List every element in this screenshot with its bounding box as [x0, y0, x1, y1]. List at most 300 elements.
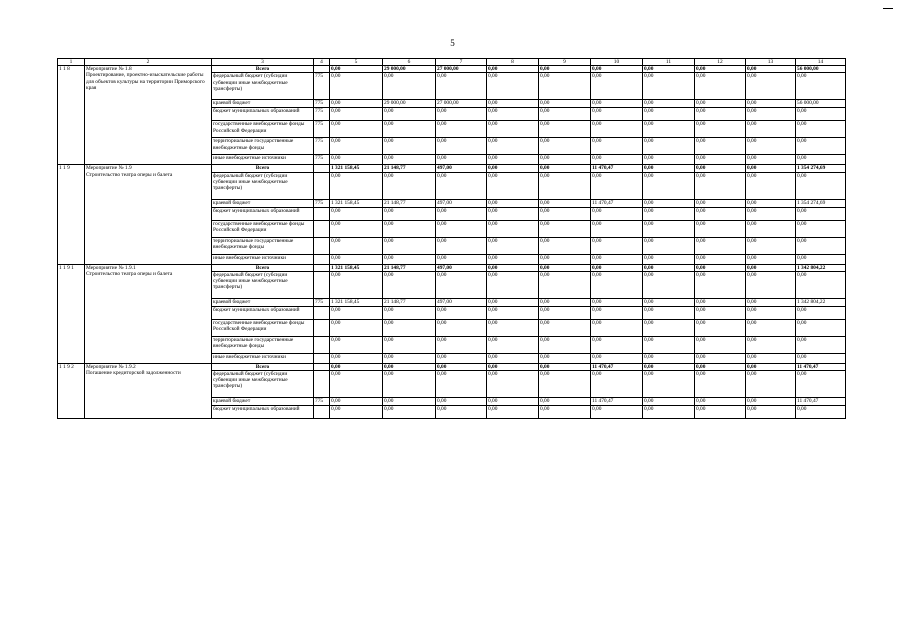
column-number: 2 [85, 59, 212, 66]
amount-cell: 0,00 [746, 406, 796, 419]
amount-cell: 0,00 [643, 165, 695, 172]
amount-cell: 0,00 [746, 73, 796, 100]
amount-cell: 0,00 [330, 100, 383, 108]
amount-cell: 0,00 [695, 100, 746, 108]
amount-cell: 0,00 [695, 165, 746, 172]
funding-source: федеральный бюджет (субсидии субвенции иные межбюджетные трансферты) [212, 73, 314, 100]
amount-cell: 0,00 [383, 271, 436, 298]
amount-cell: 0,00 [539, 406, 591, 419]
amount-cell: 11 470,47 [591, 165, 643, 172]
funding-source: Всего [212, 165, 314, 172]
amount-cell: 0,00 [436, 363, 487, 370]
amount-cell: 0,00 [330, 155, 383, 165]
measure-description: Погашение кредиторской задолженности [86, 370, 181, 377]
measure-title: Мероприятие № 1.9 [86, 165, 132, 172]
table-row [58, 165, 846, 172]
amount-cell: 0,00 [436, 271, 487, 298]
funding-source: иные внебюджетные источники [212, 353, 314, 363]
measure-cell [85, 264, 212, 363]
measure-title: Мероприятие № 1.8 [86, 66, 132, 73]
amount-cell: 0,00 [796, 319, 846, 336]
amount-cell: 0,00 [539, 298, 591, 306]
amount-cell: 0,00 [746, 237, 796, 254]
amount-cell: 0,00 [330, 138, 383, 155]
column-number: 14 [796, 59, 846, 66]
amount-cell: 0,00 [330, 406, 383, 419]
amount-cell: 0,00 [330, 306, 383, 319]
amount-cell: 0,00 [330, 271, 383, 298]
budget-code: 775 [314, 121, 330, 138]
amount-cell: 0,00 [383, 108, 436, 121]
amount-cell: 0,00 [643, 108, 695, 121]
budget-code: 775 [314, 73, 330, 100]
amount-cell: 0,00 [591, 406, 643, 419]
table-row [58, 363, 846, 370]
measure-cell [85, 165, 212, 264]
amount-cell: 0,00 [591, 66, 643, 73]
amount-cell: 0,00 [643, 207, 695, 220]
amount-cell: 29 000,00 [383, 66, 436, 73]
amount-cell: 0,00 [746, 155, 796, 165]
amount-cell: 0,00 [591, 306, 643, 319]
amount-cell: 21 148,77 [383, 165, 436, 172]
amount-cell: 0,00 [436, 398, 487, 406]
measure-cell [85, 66, 212, 165]
budget-code [314, 406, 330, 419]
amount-cell: 11 470,47 [796, 363, 846, 370]
amount-cell: 0,00 [695, 108, 746, 121]
amount-cell: 0,00 [539, 220, 591, 237]
amount-cell: 0,00 [643, 100, 695, 108]
amount-cell: 0,00 [746, 298, 796, 306]
funding-source: краевой бюджет [212, 298, 314, 306]
amount-cell: 0,00 [436, 207, 487, 220]
amount-cell: 0,00 [539, 319, 591, 336]
amount-cell: 0,00 [591, 237, 643, 254]
amount-cell: 0,00 [330, 371, 383, 398]
amount-cell: 0,00 [539, 121, 591, 138]
amount-cell: 0,00 [591, 207, 643, 220]
amount-cell: 0,00 [487, 66, 539, 73]
amount-cell: 0,00 [487, 138, 539, 155]
amount-cell: 0,00 [487, 100, 539, 108]
amount-cell: 0,00 [796, 155, 846, 165]
measure-number: 1 1 9 2 [58, 363, 85, 418]
amount-cell: 0,00 [695, 353, 746, 363]
column-number: 9 [539, 59, 591, 66]
amount-cell: 0,00 [695, 254, 746, 264]
amount-cell: 0,00 [487, 306, 539, 319]
amount-cell: 0,00 [746, 207, 796, 220]
funding-source: бюджет муниципальных образований [212, 108, 314, 121]
amount-cell: 0,00 [746, 398, 796, 406]
amount-cell: 0,00 [383, 406, 436, 419]
measure-title: Мероприятие № 1.9.1 [86, 264, 136, 271]
amount-cell: 0,00 [330, 353, 383, 363]
amount-cell: 0,00 [330, 220, 383, 237]
amount-cell: 0,00 [591, 353, 643, 363]
amount-cell: 0,00 [643, 66, 695, 73]
amount-cell: 0,00 [539, 108, 591, 121]
budget-code [314, 363, 330, 370]
amount-cell: 0,00 [746, 138, 796, 155]
amount-cell: 0,00 [539, 306, 591, 319]
amount-cell: 0,00 [695, 363, 746, 370]
amount-cell: 0,00 [383, 363, 436, 370]
amount-cell: 0,00 [539, 254, 591, 264]
amount-cell: 0,00 [796, 73, 846, 100]
amount-cell: 56 000,00 [796, 66, 846, 73]
amount-cell: 0,00 [695, 155, 746, 165]
amount-cell: 56 000,00 [796, 100, 846, 108]
funding-source: бюджет муниципальных образований [212, 306, 314, 319]
amount-cell: 0,00 [796, 207, 846, 220]
amount-cell: 0,00 [746, 165, 796, 172]
amount-cell: 0,00 [695, 406, 746, 419]
amount-cell: 0,00 [487, 121, 539, 138]
budget-code [314, 172, 330, 199]
amount-cell: 0,00 [487, 155, 539, 165]
amount-cell: 0,00 [436, 220, 487, 237]
amount-cell: 0,00 [436, 121, 487, 138]
amount-cell: 11 470,47 [591, 363, 643, 370]
amount-cell: 0,00 [796, 336, 846, 353]
amount-cell: 0,00 [487, 207, 539, 220]
amount-cell: 0,00 [695, 207, 746, 220]
amount-cell: 0,00 [591, 155, 643, 165]
amount-cell: 0,00 [643, 155, 695, 165]
amount-cell: 0,00 [643, 121, 695, 138]
budget-code [314, 220, 330, 237]
amount-cell: 0,00 [487, 353, 539, 363]
amount-cell: 0,00 [487, 363, 539, 370]
amount-cell: 0,00 [383, 319, 436, 336]
amount-cell: 0,00 [539, 66, 591, 73]
amount-cell: 0,00 [695, 121, 746, 138]
amount-cell: 0,00 [436, 336, 487, 353]
amount-cell: 0,00 [591, 138, 643, 155]
amount-cell: 0,00 [746, 254, 796, 264]
amount-cell: 1 321 158,45 [330, 298, 383, 306]
amount-cell: 0,00 [487, 108, 539, 121]
funding-source: иные внебюджетные источники [212, 155, 314, 165]
column-number: 1 [58, 59, 85, 66]
amount-cell: 0,00 [746, 271, 796, 298]
measure-description: Строительство театра оперы и балета [86, 171, 173, 178]
amount-cell: 0,00 [383, 220, 436, 237]
funding-source: федеральный бюджет (субсидии субвенции иные межбюджетные трансферты) [212, 271, 314, 298]
amount-cell: 0,00 [330, 237, 383, 254]
amount-cell: 0,00 [796, 108, 846, 121]
measure-number: 1 1 8 [58, 66, 85, 165]
amount-cell: 0,00 [746, 353, 796, 363]
amount-cell: 0,00 [746, 264, 796, 271]
amount-cell: 0,00 [746, 199, 796, 207]
budget-code [314, 254, 330, 264]
amount-cell: 0,00 [330, 108, 383, 121]
measure-number: 1 1 9 1 [58, 264, 85, 363]
funding-source: федеральный бюджет (субсидии субвенции иные межбюджетные трансферты) [212, 371, 314, 398]
amount-cell: 0,00 [695, 220, 746, 237]
amount-cell: 0,00 [487, 199, 539, 207]
funding-source: Всего [212, 363, 314, 370]
amount-cell: 0,00 [591, 220, 643, 237]
amount-cell: 0,00 [643, 254, 695, 264]
column-number: 5 [330, 59, 383, 66]
amount-cell: 0,00 [330, 336, 383, 353]
amount-cell: 0,00 [487, 319, 539, 336]
amount-cell: 0,00 [643, 363, 695, 370]
amount-cell: 0,00 [330, 398, 383, 406]
amount-cell: 0,00 [796, 121, 846, 138]
amount-cell: 0,00 [330, 319, 383, 336]
amount-cell: 0,00 [539, 336, 591, 353]
budget-code [314, 336, 330, 353]
amount-cell: 0,00 [436, 371, 487, 398]
amount-cell: 0,00 [796, 237, 846, 254]
budget-code: 775 [314, 398, 330, 406]
funding-source: территориальные государственные внебюджетные фонды [212, 138, 314, 155]
amount-cell: 0,00 [643, 73, 695, 100]
amount-cell: 0,00 [796, 220, 846, 237]
amount-cell: 0,00 [695, 199, 746, 207]
amount-cell: 0,00 [436, 319, 487, 336]
column-number: 8 [487, 59, 539, 66]
amount-cell: 0,00 [746, 220, 796, 237]
table-row [58, 66, 846, 73]
amount-cell: 11 470,47 [591, 398, 643, 406]
budget-table [57, 58, 846, 419]
amount-cell: 497,00 [436, 199, 487, 207]
amount-cell: 0,00 [591, 100, 643, 108]
funding-source: бюджет муниципальных образований [212, 406, 314, 419]
amount-cell: 0,00 [383, 172, 436, 199]
amount-cell: 0,00 [643, 138, 695, 155]
amount-cell: 0,00 [330, 66, 383, 73]
amount-cell: 0,00 [539, 237, 591, 254]
amount-cell: 1 342 804,22 [796, 298, 846, 306]
amount-cell: 0,00 [436, 155, 487, 165]
amount-cell: 0,00 [591, 254, 643, 264]
amount-cell: 21 148,77 [383, 199, 436, 207]
amount-cell: 0,00 [746, 319, 796, 336]
amount-cell: 0,00 [796, 353, 846, 363]
amount-cell: 0,00 [746, 100, 796, 108]
amount-cell: 0,00 [436, 353, 487, 363]
amount-cell: 0,00 [643, 172, 695, 199]
column-number: 4 [314, 59, 330, 66]
amount-cell: 11 470,47 [796, 398, 846, 406]
amount-cell: 0,00 [383, 121, 436, 138]
funding-source: иные внебюджетные источники [212, 254, 314, 264]
budget-code: 775 [314, 199, 330, 207]
amount-cell: 21 148,77 [383, 264, 436, 271]
amount-cell: 0,00 [695, 73, 746, 100]
budget-code [314, 371, 330, 398]
amount-cell: 0,00 [591, 298, 643, 306]
budget-code: 775 [314, 155, 330, 165]
funding-source: территориальные государственные внебюджетные фонды [212, 336, 314, 353]
column-number: 10 [591, 59, 643, 66]
amount-cell: 0,00 [487, 264, 539, 271]
amount-cell: 0,00 [487, 298, 539, 306]
amount-cell: 0,00 [330, 254, 383, 264]
amount-cell: 0,00 [591, 264, 643, 271]
funding-source: Всего [212, 264, 314, 271]
amount-cell: 0,00 [695, 298, 746, 306]
amount-cell: 0,00 [591, 73, 643, 100]
amount-cell: 0,00 [643, 220, 695, 237]
amount-cell: 0,00 [383, 371, 436, 398]
column-number: 6 [383, 59, 436, 66]
amount-cell: 0,00 [539, 264, 591, 271]
amount-cell: 0,00 [643, 306, 695, 319]
amount-cell: 0,00 [539, 138, 591, 155]
budget-code [314, 353, 330, 363]
amount-cell: 0,00 [643, 398, 695, 406]
amount-cell: 1 321 158,45 [330, 264, 383, 271]
amount-cell: 0,00 [487, 172, 539, 199]
amount-cell: 0,00 [383, 306, 436, 319]
amount-cell: 0,00 [591, 271, 643, 298]
amount-cell: 0,00 [643, 406, 695, 419]
funding-source: государственные внебюджетные фонды Российской Федерации [212, 121, 314, 138]
amount-cell: 0,00 [539, 73, 591, 100]
amount-cell: 0,00 [643, 298, 695, 306]
amount-cell: 0,00 [591, 336, 643, 353]
measure-description: Строительство театра оперы и балета [86, 270, 173, 277]
amount-cell: 0,00 [539, 371, 591, 398]
amount-cell: 0,00 [487, 220, 539, 237]
amount-cell: 0,00 [796, 306, 846, 319]
amount-cell: 0,00 [796, 138, 846, 155]
amount-cell: 0,00 [383, 353, 436, 363]
amount-cell: 0,00 [436, 108, 487, 121]
amount-cell: 0,00 [487, 165, 539, 172]
budget-code [314, 66, 330, 73]
amount-cell: 0,00 [539, 165, 591, 172]
amount-cell: 0,00 [695, 66, 746, 73]
amount-cell: 11 470,47 [591, 199, 643, 207]
amount-cell: 0,00 [643, 237, 695, 254]
budget-code [314, 264, 330, 271]
amount-cell: 0,00 [487, 371, 539, 398]
amount-cell: 0,00 [330, 172, 383, 199]
amount-cell: 0,00 [695, 172, 746, 199]
amount-cell: 27 000,00 [436, 66, 487, 73]
amount-cell: 0,00 [330, 73, 383, 100]
funding-source: федеральный бюджет (субсидии субвенции иные межбюджетные трансферты) [212, 172, 314, 199]
amount-cell: 0,00 [643, 264, 695, 271]
column-number: 12 [695, 59, 746, 66]
measure-description: Проектирование, проектно-изыскательские работы для объектов культуры на территории Приморского края [86, 72, 205, 91]
table-row [58, 264, 846, 271]
amount-cell: 0,00 [591, 108, 643, 121]
budget-code: 775 [314, 100, 330, 108]
amount-cell: 0,00 [746, 306, 796, 319]
amount-cell: 29 000,00 [383, 100, 436, 108]
column-number: 3 [212, 59, 314, 66]
budget-code [314, 237, 330, 254]
budget-code: 775 [314, 108, 330, 121]
amount-cell: 0,00 [487, 271, 539, 298]
amount-cell: 1 354 274,69 [796, 165, 846, 172]
funding-source: бюджет муниципальных образований [212, 207, 314, 220]
amount-cell: 0,00 [487, 254, 539, 264]
budget-code [314, 165, 330, 172]
amount-cell: 0,00 [539, 363, 591, 370]
amount-cell: 0,00 [796, 271, 846, 298]
amount-cell: 0,00 [539, 207, 591, 220]
funding-source: Всего [212, 66, 314, 73]
amount-cell: 0,00 [746, 172, 796, 199]
amount-cell: 0,00 [591, 319, 643, 336]
amount-cell: 0,00 [643, 319, 695, 336]
amount-cell: 0,00 [539, 353, 591, 363]
amount-cell: 0,00 [383, 237, 436, 254]
amount-cell: 0,00 [436, 73, 487, 100]
amount-cell: 0,00 [330, 121, 383, 138]
corner-mark [883, 8, 893, 9]
amount-cell: 0,00 [383, 254, 436, 264]
amount-cell: 0,00 [539, 172, 591, 199]
amount-cell: 0,00 [746, 121, 796, 138]
amount-cell: 0,00 [796, 172, 846, 199]
amount-cell: 0,00 [746, 66, 796, 73]
amount-cell: 0,00 [796, 371, 846, 398]
amount-cell: 1 321 158,45 [330, 165, 383, 172]
amount-cell: 0,00 [383, 336, 436, 353]
amount-cell: 0,00 [746, 363, 796, 370]
amount-cell: 0,00 [330, 363, 383, 370]
amount-cell: 0,00 [539, 155, 591, 165]
amount-cell: 0,00 [695, 319, 746, 336]
amount-cell: 0,00 [539, 100, 591, 108]
amount-cell: 0,00 [695, 271, 746, 298]
amount-cell: 0,00 [383, 138, 436, 155]
amount-cell: 0,00 [487, 336, 539, 353]
amount-cell: 0,00 [383, 398, 436, 406]
amount-cell: 0,00 [695, 306, 746, 319]
amount-cell: 0,00 [487, 237, 539, 254]
amount-cell: 497,00 [436, 298, 487, 306]
amount-cell: 0,00 [487, 398, 539, 406]
header-row [58, 59, 846, 66]
funding-source: краевой бюджет [212, 100, 314, 108]
amount-cell: 0,00 [746, 336, 796, 353]
measure-number: 1 1 9 [58, 165, 85, 264]
amount-cell: 0,00 [643, 199, 695, 207]
amount-cell: 497,00 [436, 165, 487, 172]
amount-cell: 0,00 [695, 237, 746, 254]
amount-cell: 497,00 [436, 264, 487, 271]
funding-source: территориальные государственные внебюджетные фонды [212, 237, 314, 254]
amount-cell: 0,00 [695, 264, 746, 271]
measure-cell [85, 363, 212, 418]
funding-source: краевой бюджет [212, 199, 314, 207]
amount-cell: 0,00 [487, 73, 539, 100]
budget-code [314, 306, 330, 319]
amount-cell: 0,00 [436, 306, 487, 319]
column-number: 7 [436, 59, 487, 66]
amount-cell: 0,00 [436, 406, 487, 419]
amount-cell: 1 354 274,69 [796, 199, 846, 207]
amount-cell: 0,00 [383, 207, 436, 220]
funding-source: государственные внебюджетные фонды Российской Федерации [212, 319, 314, 336]
amount-cell: 0,00 [695, 138, 746, 155]
measure-title: Мероприятие № 1.9.2 [86, 363, 136, 370]
amount-cell: 27 000,00 [436, 100, 487, 108]
